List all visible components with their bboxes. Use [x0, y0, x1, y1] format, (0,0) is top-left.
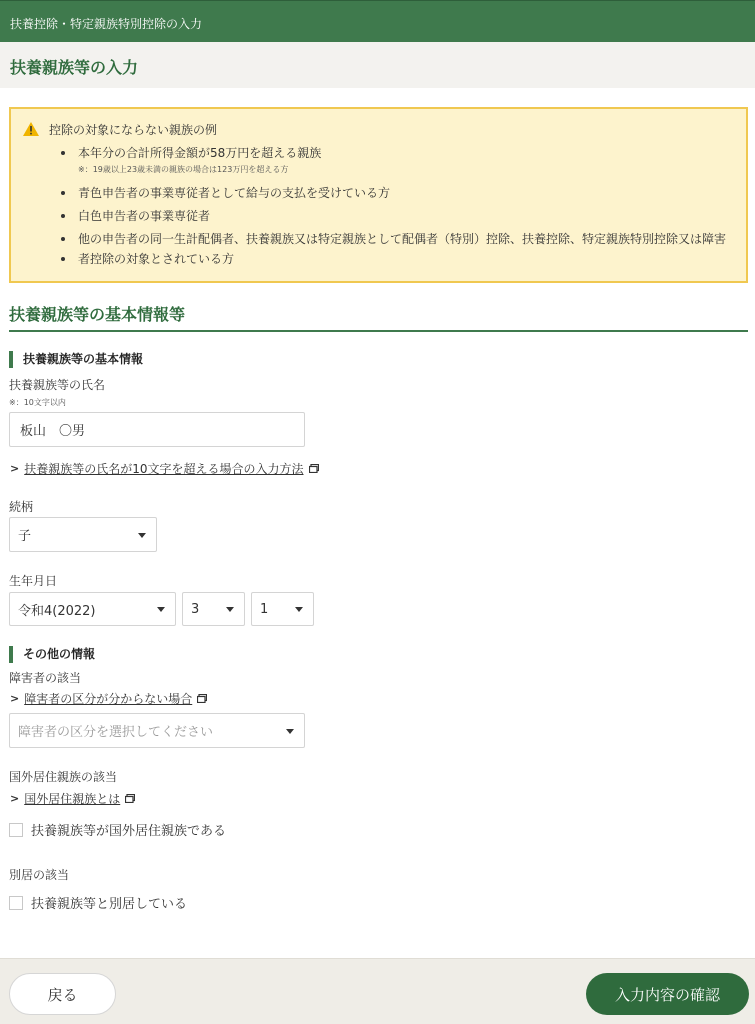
warning-note: ※：19歳以上23歳未満の親族の場合は123万円を超える方 [78, 165, 289, 174]
disability-label: 障害者の該当 [9, 671, 82, 685]
warning-item: 青色申告者の事業専従者として給与の支払を受けている方 [53, 183, 734, 203]
disability-select[interactable] [9, 713, 305, 748]
header-bar [0, 0, 755, 42]
section-title-text: 扶養親族等の基本情報等 [9, 305, 186, 324]
name-hint: ※：10文字以内 [9, 398, 66, 407]
overseas-label: 国外居住親族の該当 [9, 770, 118, 784]
overseas-help-link-text[interactable]: 国外居住親族とは [24, 792, 121, 806]
caret-down-icon [295, 607, 303, 612]
warning-box [9, 107, 748, 283]
other-info-heading: その他の情報 [9, 646, 95, 663]
external-link-icon [309, 464, 319, 473]
relation-value: 子 [18, 529, 32, 544]
section-title [9, 302, 748, 332]
confirm-button[interactable]: 入力内容の確認 [586, 973, 749, 1015]
disability-placeholder: 障害者の区分を選択してください [18, 725, 214, 740]
back-button[interactable]: 戻る [9, 973, 116, 1015]
relation-select[interactable] [9, 517, 157, 552]
overseas-checkbox-label[interactable]: 扶養親族等が国外居住親族である [31, 824, 227, 839]
header-title: 扶養控除・特定親族特別控除の入力 [10, 17, 203, 31]
caret-down-icon [226, 607, 234, 612]
warning-item: 白色申告者の事業専従者 [53, 206, 734, 226]
overseas-checkbox[interactable] [9, 823, 23, 837]
caret-down-icon [286, 729, 294, 734]
overseas-help-link[interactable] [10, 790, 135, 807]
warning-item: 本年分の合計所得金額が58万円を超える親族 [53, 143, 734, 163]
overseas-checkbox-row[interactable] [9, 820, 226, 839]
separate-label: 別居の該当 [9, 868, 70, 882]
warning-list [53, 143, 734, 163]
external-link-icon [125, 794, 135, 803]
warning-icon [23, 122, 39, 136]
birth-month-select[interactable] [182, 592, 245, 626]
birth-day-select[interactable] [251, 592, 314, 626]
caret-down-icon [138, 533, 146, 538]
external-link-icon [197, 694, 207, 703]
name-overflow-link[interactable] [10, 460, 319, 477]
name-input[interactable]: 板山 〇男 [9, 412, 305, 447]
chevron-right-icon: > [10, 792, 20, 805]
chevron-right-icon: > [10, 462, 20, 475]
birth-day-value: 1 [260, 601, 269, 617]
chevron-right-icon: > [10, 692, 20, 705]
warning-item-continued: 者控除の対象とされている方 [53, 249, 734, 269]
page-title-band [0, 42, 755, 88]
disability-help-link-text[interactable]: 障害者の区分が分からない場合 [24, 692, 193, 706]
disability-help-link[interactable] [10, 690, 207, 707]
birth-era-select[interactable] [9, 592, 176, 626]
footer-bar [0, 958, 755, 1024]
separate-checkbox[interactable] [9, 896, 23, 910]
separate-checkbox-row[interactable] [9, 893, 187, 912]
birth-month-value: 3 [191, 601, 200, 617]
name-label: 扶養親族等の氏名 [9, 378, 106, 392]
warning-item: 他の申告者の同一生計配偶者、扶養親族又は特定親族として配偶者（特別）控除、扶養控除、特定親族特別控除又は障害 [53, 229, 734, 249]
warning-list-2 [53, 183, 734, 269]
warning-heading: 控除の対象にならない親族の例 [49, 122, 218, 137]
separate-checkbox-label[interactable]: 扶養親族等と別居している [31, 897, 188, 912]
page-title: 扶養親族等の入力 [10, 58, 139, 77]
birthdate-label: 生年月日 [9, 574, 58, 588]
basic-info-heading: 扶養親族等の基本情報 [9, 351, 143, 368]
name-overflow-link-text[interactable]: 扶養親族等の氏名が10文字を超える場合の入力方法 [24, 462, 304, 476]
relation-label: 続柄 [9, 500, 34, 514]
caret-down-icon [157, 607, 165, 612]
birth-era-value: 令和4(2022) [18, 603, 96, 619]
